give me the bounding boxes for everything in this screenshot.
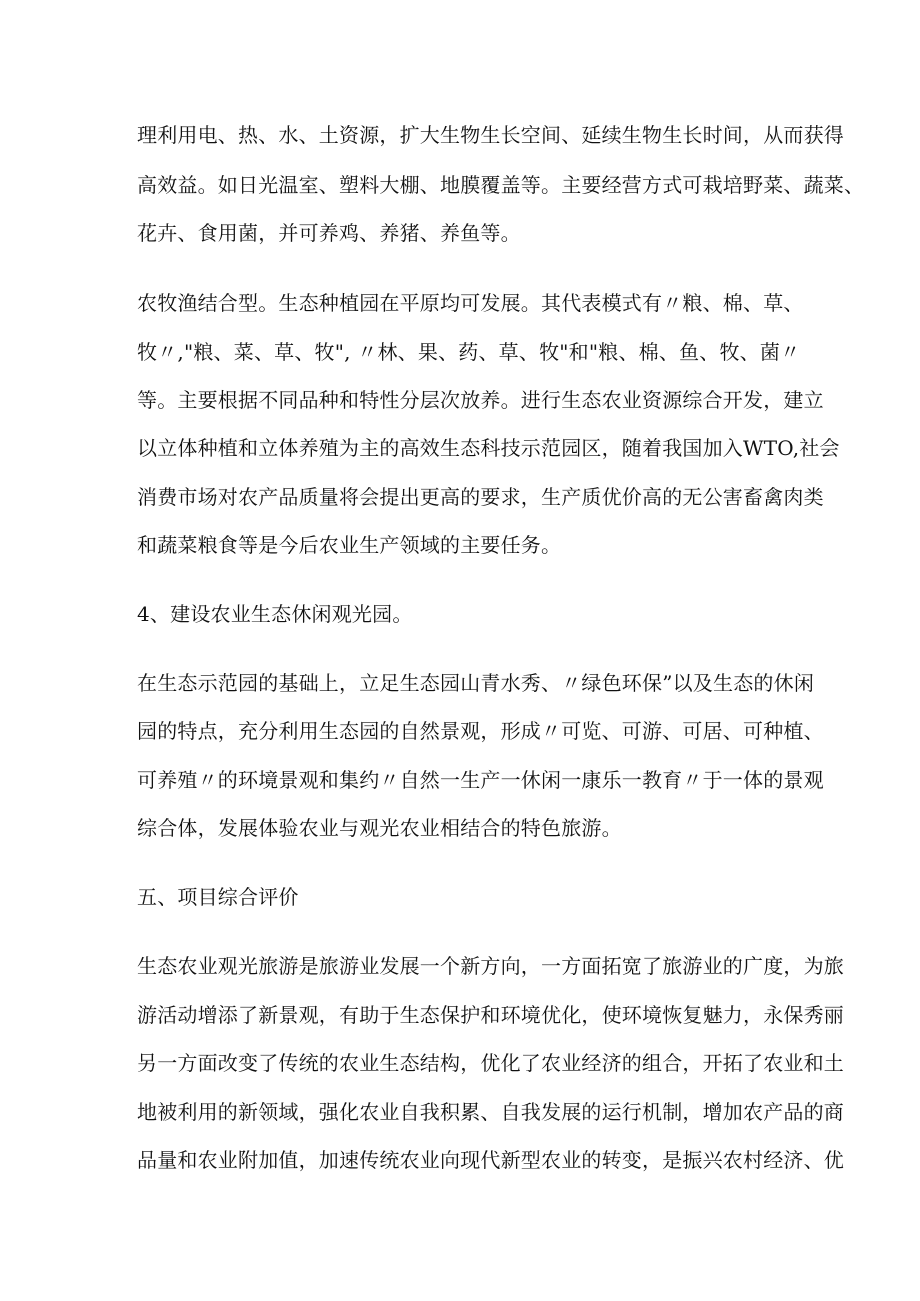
text-line: 另一方面改变了传统的农业生态结构，优化了农业经济的组合，开拓了农业和土 [137, 1051, 844, 1075]
text-line: 和蔬菜粮食等是今后农业生产领域的主要任务。 [137, 533, 562, 557]
text-line: 消费市场对农产品质量将会提出更高的要求，生产质优价高的无公害畜禽肉类 [137, 485, 824, 509]
text-line: 五、项目综合评价 [137, 885, 299, 909]
text-line: 园的特点，充分利用生态园的自然景观，形成〃可览、可游、可居、可种植、 [137, 719, 824, 743]
text-line: 高效益。如日光温室、塑料大棚、地膜覆盖等。主要经营方式可栽培野菜、蔬菜、 [137, 173, 865, 197]
text-line: 等。主要根据不同品种和特性分层次放养。进行生态农业资源综合开发，建立 [137, 388, 824, 412]
text-line: 理利用电、热、水、土资源，扩大生物生长空间、延续生物生长时间，从而获得 [137, 123, 844, 147]
text-line: 4、建设农业生态休闲观光园。 [137, 602, 413, 626]
text-line: 地被利用的新领域，强化农业自我积累、自我发展的运行机制，增加农产品的商 [137, 1100, 844, 1124]
text-line: 农牧渔结合型。生态种植园在平原均可发展。其代表模式有〃粮、棉、草、 [137, 291, 804, 315]
text-line: 品量和农业附加值，加速传统农业向现代新型农业的转变，是振兴农村经济、优 [137, 1148, 844, 1172]
text-line: 可养殖〃的环境景观和集约〃自然一生产一休闲一康乐一教育〃于一体的景观 [137, 768, 824, 792]
text-line: 游活动增添了新景观，有助于生态保护和环境优化，使环境恢复魅力，永保秀丽 [137, 1003, 844, 1027]
text-line: 在生态示范园的基础上，立足生态园山青水秀、〃绿色环保”以及生态的休闲 [137, 671, 815, 695]
text-line: 花卉、食用菌，并可养鸡、养猪、养鱼等。 [137, 221, 521, 245]
text-line: 牧〃,"粮、菜、草、牧", 〃林、果、药、草、牧"和"粮、棉、鱼、牧、菌〃 [137, 340, 801, 364]
text-line: 生态农业观光旅游是旅游业发展一个新方向，一方面拓宽了旅游业的广度，为旅 [137, 954, 844, 978]
text-line: 综合体，发展体验农业与观光农业相结合的特色旅游。 [137, 816, 622, 840]
text-line: 以立体种植和立体养殖为主的高效生态科技示范园区，随着我国加入WTO,社会 [137, 436, 840, 460]
